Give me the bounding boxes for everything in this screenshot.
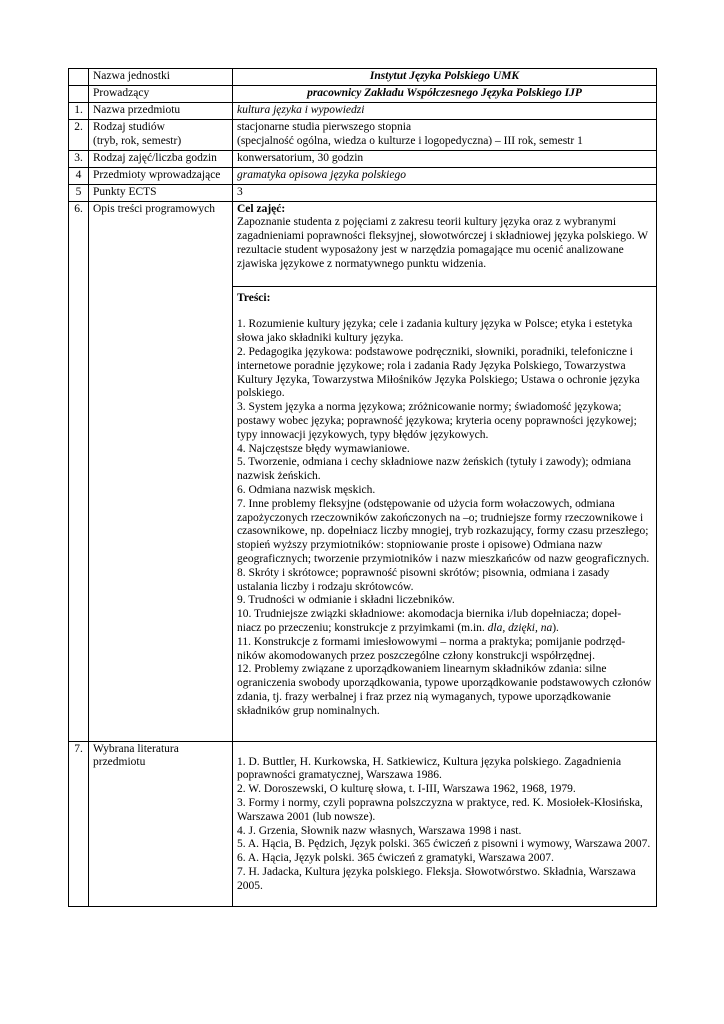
literature-label: Wybrana literatura przedmiotu — [89, 741, 233, 906]
subject-label: Nazwa przedmiotu — [89, 103, 233, 120]
content-item: 4. Najczęstsze błędy wymawianiowe. — [237, 442, 410, 455]
row-number: 4 — [69, 167, 89, 184]
row-number — [69, 69, 89, 86]
program-goal — [233, 201, 657, 286]
row-number: 3. — [69, 150, 89, 167]
study-label-line2: (tryb, rok, semestr) — [93, 134, 182, 147]
study-label-line1: Rodzaj studiów — [93, 121, 165, 133]
subject-value: kultura języka i wypowiedzi — [233, 103, 657, 120]
lead-label: Prowadzący — [89, 86, 233, 103]
literature-item: 7. H. Jadacka, Kultura języka polskiego. Fleksja. Słowotwórstwo. Składnia, Warszawa 2005. — [237, 865, 636, 892]
study-value — [233, 120, 657, 151]
literature-item: 2. W. Doroszewski, O kulturę słowa, t. I-III, Warszawa 1962, 1968, 1979. — [237, 783, 576, 796]
literature-list — [233, 741, 657, 906]
literature-item: 3. Formy i normy, czyli poprawna polszczyzna w praktyce, red. K. Mosiołek-Kłosińska, Warszawa 2001 (lub nowsze). — [237, 796, 643, 823]
program-content — [233, 286, 657, 741]
row-subject — [69, 103, 657, 120]
content-list — [237, 318, 652, 718]
classes-label: Rodzaj zajęć/liczba godzin — [89, 150, 233, 167]
content-item: 1. Rozumienie kultury języka; cele i zadania kultury języka w Polsce; etyka i estetyka słowa jako składniki kultury języka. — [237, 318, 633, 345]
content-item: 8. Skróty i skrótowce; poprawność pisowni skrótów; pisownia, odmiana i zasady ustalania liczby i rodzaju skrótowców. — [237, 566, 610, 593]
content-item-11: 11. Konstrukcje z formami imiesłowowymi – norma a praktyka; pomijanie podrzęd- ników akomodowanych przez poszczególne człony konstrukcji współrzędnej. — [237, 635, 626, 662]
content-item-12: 12. Problemy związane z uporządkowaniem linearnym składników zdania: silne ograniczenia swobody uporządkowania, typowe uporządkowanie podstawowych członów zdania, tj. frazy werbalnej i fraz przez nią wymaganych, typowe uporządkowanie składników grup nominalnych. — [237, 663, 652, 717]
row-literature — [69, 741, 657, 906]
study-value-line2: (specjalność ogólna, wiedza o kulturze i logopedyczna) – III rok, semestr 1 — [237, 134, 583, 147]
row-number: 1. — [69, 103, 89, 120]
literature-item: 1. D. Buttler, H. Kurkowska, H. Satkiewicz, Kultura języka polskiego. Zagadnienia poprawności gramatycznej, Warszawa 1986. — [237, 755, 622, 782]
row-study — [69, 120, 657, 151]
row-number: 5 — [69, 184, 89, 201]
ects-label: Punkty ECTS — [89, 184, 233, 201]
row-number — [69, 86, 89, 103]
content-heading: Treści: — [237, 291, 271, 304]
row-number: 7. — [69, 741, 89, 906]
unit-label: Nazwa jednostki — [89, 69, 233, 86]
syllabus-table — [68, 68, 657, 907]
row-lead — [69, 86, 657, 103]
goal-heading: Cel zajęć: — [237, 202, 286, 215]
row-number: 2. — [69, 120, 89, 151]
content-item: 7. Inne problemy fleksyjne (odstępowanie od użycia form wołaczowych, odmiana zapożyczonych rzeczowników zakończonych na –o; trudniejsze formy rzeczownikowe i czasownikowe, np. dopełniacz liczby mnogiej, tryb rozkazujący, formy czasu przeszłego; stopień wyższy przymiotników: stopniowanie proste i opisowe) Odmiana nazw geograficznych; tworzenie przymiotników i nazw mieszkańców od nazw geograficznych. — [237, 497, 650, 565]
content-item-10: 10. Trudniejsze związki składniowe: akomodacja biernika i/lub dopełniacza; dopeł- niacz po przeczeniu; konstrukcje z przyimkami (m.in. dla, dzięki, na). — [237, 608, 622, 634]
content-spacer — [237, 305, 652, 318]
row-ects — [69, 184, 657, 201]
literature-item: 6. A. Hącia, Język polski. 365 ćwiczeń z gramatyki, Warszawa 2007. — [237, 852, 554, 865]
content-item: 9. Trudności w odmianie i składni liczebników. — [237, 594, 455, 607]
prereq-label: Przedmioty wprowadzające — [89, 167, 233, 184]
content-item: 3. System języka a norma językowa; zróżnicowanie normy; świadomość językowa; postawy wobec języka; poprawność językowa; kryteria oceny poprawności językowej; typy innowacji językowych, typy błędów językowych. — [237, 401, 637, 441]
row-unit — [69, 69, 657, 86]
program-label: Opis treści programowych — [89, 201, 233, 741]
lead-value: pracownicy Zakładu Współczesnego Języka Polskiego IJP — [233, 86, 657, 103]
row-prereq — [69, 167, 657, 184]
literature-spacer — [237, 743, 652, 756]
literature-item: 4. J. Grzenia, Słownik nazw własnych, Warszawa 1998 i nast. — [237, 824, 522, 837]
content-item: 2. Pedagogika językowa: podstawowe podręczniki, słowniki, poradniki, telefoniczne i internetowe poradnie językowe; rola i zadania Rady Języka Polskiego, Towarzystwa Kultury Języka, Towarzystwa Miłośników Języka Polskiego; Ustawa o ochronie języka polskiego. — [237, 345, 640, 400]
literature-item: 5. A. Hącia, B. Pędzich, Język polski. 365 ćwiczeń z pisowni i wymowy, Warszawa 2007. — [237, 838, 651, 851]
content-item: 6. Odmiana nazwisk męskich. — [237, 483, 376, 496]
study-label — [89, 120, 233, 151]
row-classes — [69, 150, 657, 167]
ects-value: 3 — [233, 184, 657, 201]
row-program-goal — [69, 201, 657, 286]
classes-value: konwersatorium, 30 godzin — [233, 150, 657, 167]
goal-text: Zapoznanie studenta z pojęciami z zakresu teorii kultury języka oraz z wybranymi zagadnieniami poprawności fleksyjnej, słowotwórczej i składniowej języka polskiego. W rezultacie student wyposażony jest w narzędzia pomagające mu ocenić analizowane zjawiska językowe z normatywnego punktu widzenia. — [237, 216, 648, 270]
content-item: 5. Tworzenie, odmiana i cechy składniowe nazw żeńskich (tytuły i zawody); odmiana nazwisk żeńskich. — [237, 456, 632, 483]
prereq-value: gramatyka opisowa języka polskiego — [233, 167, 657, 184]
row-number: 6. — [69, 201, 89, 741]
unit-value: Instytut Języka Polskiego UMK — [233, 69, 657, 86]
study-value-line1: stacjonarne studia pierwszego stopnia — [237, 121, 412, 133]
